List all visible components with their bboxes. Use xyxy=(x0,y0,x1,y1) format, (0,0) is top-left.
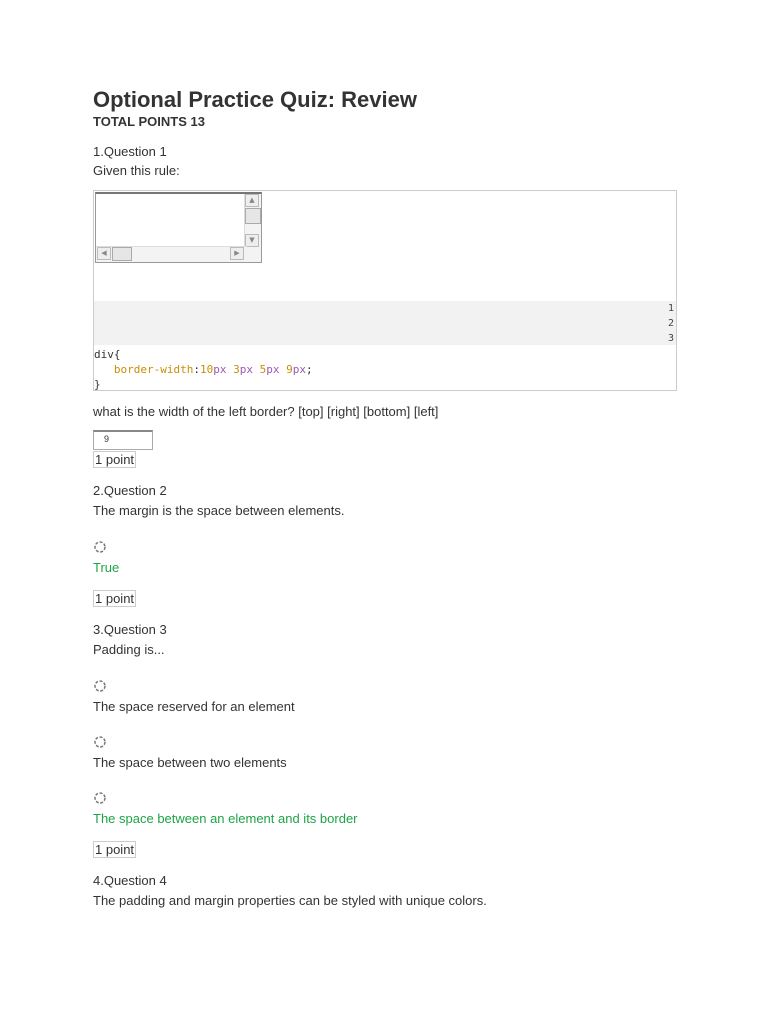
css-value-unit: px xyxy=(292,363,306,376)
code-text xyxy=(94,347,313,392)
loading-radio-icon[interactable] xyxy=(93,735,107,749)
vertical-scroll-thumb[interactable] xyxy=(245,208,261,224)
option-1[interactable]: The space reserved for an element xyxy=(93,699,295,714)
loading-radio-icon[interactable] xyxy=(93,540,107,554)
line-number: 1 xyxy=(667,303,674,314)
line-number-gutter xyxy=(94,301,676,345)
question-4-title: 4.Question 4 xyxy=(93,873,167,888)
question-3-title: 3.Question 3 xyxy=(93,622,167,637)
embedded-scroll-frame[interactable] xyxy=(95,192,262,263)
points-label: 1 point xyxy=(95,591,135,606)
code-line-3: } xyxy=(94,378,101,391)
css-colon: : xyxy=(193,363,200,376)
loading-radio-icon[interactable] xyxy=(93,791,107,805)
arrow-down-icon[interactable]: ▼ xyxy=(245,234,259,247)
horizontal-scrollbar[interactable] xyxy=(96,246,247,262)
question-2-text: The margin is the space between elements. xyxy=(93,503,345,518)
option-3[interactable]: The space between an element and its border xyxy=(93,811,358,826)
code-line-1: div{ xyxy=(94,348,121,361)
line-number: 3 xyxy=(667,333,674,344)
arrow-right-icon[interactable]: ▶ xyxy=(230,247,244,260)
total-points: TOTAL POINTS 13 xyxy=(93,114,205,129)
arrow-left-icon[interactable]: ◀ xyxy=(97,247,111,260)
css-value-num: 5 xyxy=(259,363,267,376)
question-3-text: Padding is... xyxy=(93,642,165,657)
quiz-page xyxy=(93,86,676,910)
question-1-text: Given this rule: xyxy=(93,163,180,178)
css-value-unit: px xyxy=(213,363,227,376)
css-value-unit: px xyxy=(266,363,280,376)
points-label: 1 point xyxy=(95,842,135,857)
option-true[interactable]: True xyxy=(93,560,120,575)
css-value-num: 10 xyxy=(199,363,214,376)
question-1 xyxy=(93,143,676,469)
question-2 xyxy=(93,482,676,608)
page-title: Optional Practice Quiz: Review xyxy=(93,87,417,112)
question-4 xyxy=(93,872,676,910)
question-1-title: 1.Question 1 xyxy=(93,144,167,159)
css-semicolon: ; xyxy=(305,363,313,376)
arrow-up-icon[interactable]: ▲ xyxy=(245,194,259,207)
option-2[interactable]: The space between two elements xyxy=(93,755,287,770)
question-3 xyxy=(93,621,676,859)
css-property: border-width xyxy=(113,363,194,376)
horizontal-scroll-thumb[interactable] xyxy=(112,247,132,261)
question-2-title: 2.Question 2 xyxy=(93,483,167,498)
code-block xyxy=(93,190,677,391)
css-value-num: 9 xyxy=(286,363,293,376)
loading-radio-icon[interactable] xyxy=(93,679,107,693)
answer-input[interactable]: 9 xyxy=(93,430,153,450)
css-value-unit: px xyxy=(239,363,253,376)
line-number: 2 xyxy=(667,318,674,329)
css-value-num: 3 xyxy=(233,363,240,376)
points-label: 1 point xyxy=(95,452,135,467)
vertical-scrollbar[interactable] xyxy=(244,194,261,250)
question-4-text: The padding and margin properties can be styled with unique colors. xyxy=(93,893,487,908)
question-1-prompt: what is the width of the left border? [top] [right] [bottom] [left] xyxy=(93,404,439,419)
scroll-corner xyxy=(245,247,261,262)
